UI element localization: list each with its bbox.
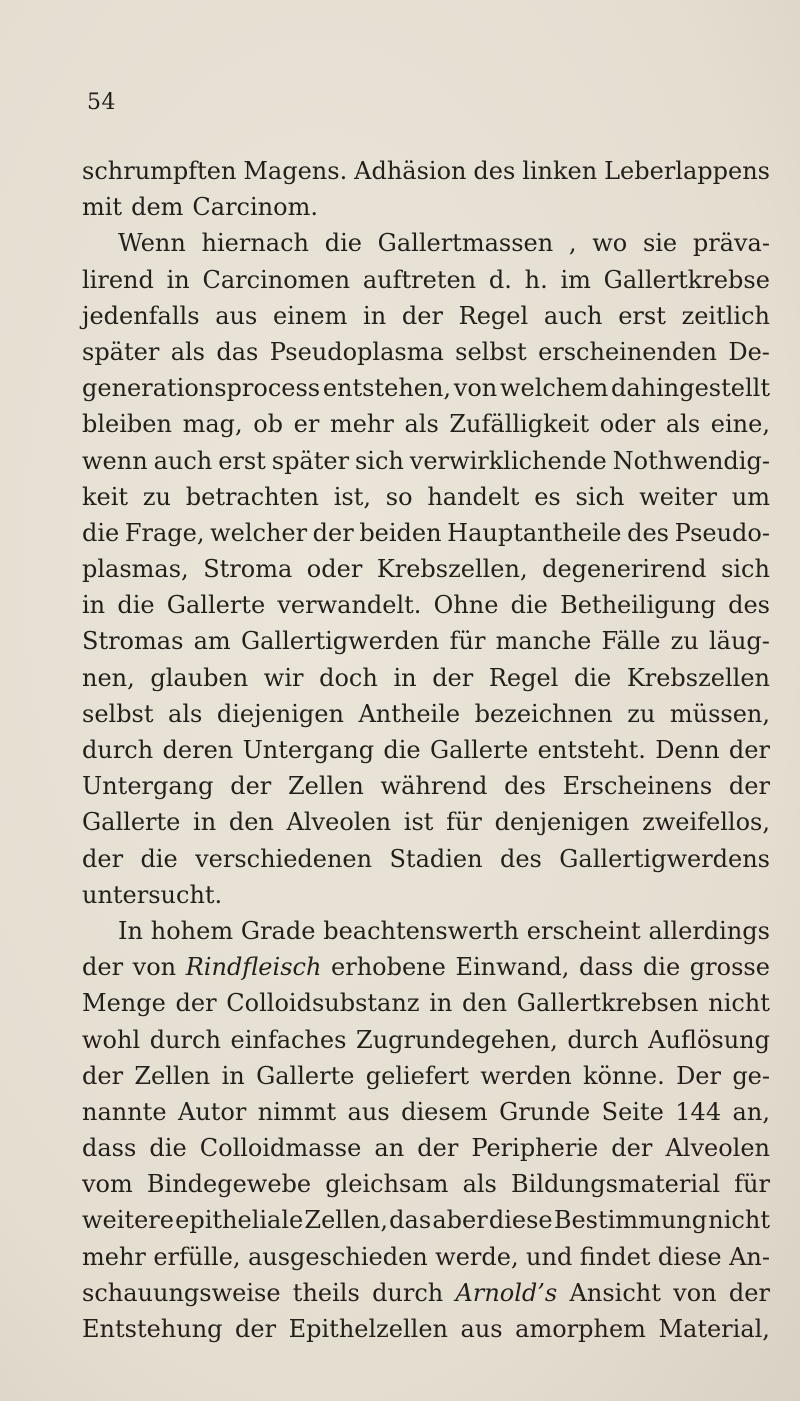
- word: Gallertigwerden: [240, 627, 440, 656]
- word: es: [534, 482, 561, 511]
- word: erst: [218, 446, 266, 475]
- word: Zellen: [134, 1061, 211, 1090]
- word: läug-: [708, 627, 770, 656]
- word: Zellen: [287, 772, 364, 801]
- word: nimmt: [257, 1097, 337, 1126]
- text-line: [82, 443, 770, 479]
- word: Einwand,: [455, 953, 570, 982]
- word: sich: [575, 482, 625, 511]
- word: An-: [729, 1242, 770, 1271]
- word: der: [728, 736, 770, 764]
- word: Gallertmassen: [377, 229, 554, 258]
- word: mehr: [82, 1242, 146, 1271]
- word: Gallerte: [256, 1061, 355, 1090]
- word: mag,: [182, 410, 243, 439]
- word: die: [510, 591, 548, 620]
- page-number: 54: [87, 90, 116, 115]
- text-line: [82, 1311, 770, 1347]
- word: die: [140, 844, 178, 873]
- word: entsteht.: [537, 736, 646, 764]
- italic-name: Arnold’s: [455, 1278, 558, 1307]
- word: Pseudo-: [674, 518, 770, 547]
- word: Zellen,: [304, 1206, 388, 1235]
- word: Material,: [658, 1315, 770, 1343]
- word: erscheint: [526, 916, 641, 945]
- word: nannte: [82, 1097, 167, 1126]
- word: welchem: [499, 374, 609, 403]
- text-line: [82, 189, 770, 225]
- word: Grunde: [499, 1097, 591, 1126]
- text-line: [82, 1094, 770, 1130]
- word: wohl: [82, 1025, 141, 1054]
- word: ge-: [732, 1061, 770, 1090]
- word: zweifellos,: [642, 808, 770, 837]
- word: zu: [142, 482, 171, 511]
- word: an,: [732, 1097, 770, 1126]
- word: dass: [579, 953, 634, 982]
- word: keit: [82, 482, 129, 511]
- word: denjenigen: [494, 808, 630, 837]
- word: auch: [153, 446, 213, 475]
- word: Bindegewebe: [146, 1170, 312, 1199]
- word: als: [168, 699, 203, 728]
- word: einem: [273, 301, 348, 330]
- word: durch: [149, 1025, 221, 1054]
- text-line: [82, 696, 770, 732]
- word: der: [312, 518, 354, 547]
- word: Gallerte: [166, 591, 266, 620]
- word: beiden: [359, 518, 442, 547]
- word: ob: [253, 410, 284, 439]
- text-line: [82, 587, 770, 623]
- word: Der: [676, 1061, 721, 1090]
- word: zu: [670, 627, 699, 656]
- word: einfaches: [230, 1025, 347, 1054]
- word: des: [504, 772, 546, 801]
- text-line: [82, 370, 770, 406]
- word: im: [560, 265, 591, 294]
- word: grosse: [689, 953, 770, 982]
- text-line: [82, 841, 770, 877]
- word: deren: [162, 736, 234, 764]
- word: Gallertkrebse: [603, 265, 770, 294]
- word: diesem: [401, 1097, 488, 1126]
- word: dass: [82, 1134, 137, 1163]
- word: ist,: [333, 482, 371, 511]
- word: Autor: [177, 1097, 247, 1126]
- word: nicht: [708, 989, 770, 1018]
- word: schauungsweise: [82, 1278, 281, 1307]
- word: der: [432, 663, 474, 692]
- word: gleichsam: [325, 1170, 449, 1199]
- text-line: [82, 1202, 770, 1238]
- word: durch: [372, 1278, 444, 1307]
- word: degenerirend: [542, 555, 707, 584]
- word: des: [473, 157, 516, 185]
- text-line: [82, 1275, 770, 1311]
- word: bleiben: [82, 410, 172, 439]
- word: mit: [82, 193, 123, 222]
- word: die: [642, 953, 681, 982]
- word: glauben: [150, 663, 249, 692]
- word: sie: [642, 229, 678, 258]
- word: die: [82, 518, 120, 547]
- word: zu: [627, 699, 656, 728]
- word: beachtenswerth: [323, 916, 519, 945]
- word: in: [429, 989, 453, 1018]
- text-line: [82, 804, 770, 840]
- word: Stromas: [82, 627, 184, 656]
- word: erst: [618, 301, 666, 330]
- word: Grade: [240, 916, 316, 945]
- text-line: [82, 913, 770, 949]
- word: Gallerte: [429, 736, 529, 764]
- word: entstehen,: [322, 374, 452, 403]
- text-line: [82, 732, 770, 768]
- word: von: [673, 1278, 717, 1307]
- word: diese: [657, 1242, 722, 1271]
- word: aber: [432, 1206, 488, 1235]
- word: Regel: [488, 663, 559, 692]
- word: ausgeschieden: [247, 1242, 428, 1271]
- word: als: [170, 337, 205, 366]
- word: die: [573, 663, 612, 692]
- word: diese: [488, 1206, 553, 1235]
- text-line: [82, 153, 770, 189]
- word: der: [175, 989, 217, 1018]
- word: Hauptantheile: [447, 518, 622, 547]
- word: erhobene: [331, 953, 446, 982]
- text-line: [82, 551, 770, 587]
- word: die: [383, 736, 421, 764]
- word: in: [166, 265, 190, 294]
- word: am: [193, 627, 231, 656]
- text-line: [82, 262, 770, 298]
- word: Denn: [655, 736, 720, 764]
- word: 144: [675, 1097, 722, 1126]
- word: und: [526, 1242, 573, 1271]
- word: während: [380, 772, 488, 801]
- word: als: [462, 1170, 497, 1199]
- word: verwirklichende: [409, 446, 607, 475]
- word: Zugrundegehen,: [356, 1025, 558, 1054]
- text-line: [82, 768, 770, 804]
- text-line: [82, 225, 770, 261]
- word: die: [324, 229, 362, 258]
- word: Colloidmasse: [199, 1134, 362, 1163]
- word: oder: [599, 410, 656, 439]
- word: verschiedenen: [195, 844, 373, 873]
- word: Ohne: [433, 591, 499, 620]
- word: Epithelzellen: [288, 1315, 449, 1343]
- word: jedenfalls: [82, 301, 200, 330]
- word: wenn: [82, 446, 148, 475]
- text-line: [82, 1022, 770, 1058]
- word: der: [728, 1278, 770, 1307]
- text-line: [82, 660, 770, 696]
- word: oder: [306, 555, 363, 584]
- word: Adhäsion: [354, 157, 467, 185]
- word: der: [611, 1134, 653, 1163]
- word: ist: [403, 808, 434, 837]
- word: als: [665, 410, 701, 439]
- word: der: [235, 1315, 277, 1343]
- text-line: [82, 1058, 770, 1094]
- word: Auflösung: [648, 1025, 770, 1054]
- body-text: [82, 153, 770, 1347]
- word: nen,: [82, 663, 135, 692]
- word: sich: [721, 555, 770, 584]
- word: wo: [592, 229, 628, 258]
- text-line: [82, 1166, 770, 1202]
- word: Krebszellen: [626, 663, 770, 692]
- text-line: [82, 985, 770, 1021]
- word: vom: [82, 1170, 133, 1199]
- word: Wenn: [118, 229, 186, 258]
- word: durch: [82, 736, 154, 764]
- word: Krebszellen,: [376, 555, 528, 584]
- word: der: [728, 772, 770, 801]
- word: Bildungsmaterial: [511, 1170, 720, 1199]
- text-line: [82, 298, 770, 334]
- word: den: [228, 808, 274, 837]
- word: h.: [524, 265, 548, 294]
- word: schrumpften: [82, 157, 237, 185]
- word: an: [374, 1134, 405, 1163]
- word: Peripherie: [471, 1134, 599, 1163]
- word: weitere: [82, 1206, 174, 1235]
- word: aus: [347, 1097, 390, 1126]
- word: plasmas,: [82, 555, 189, 584]
- word: in: [221, 1061, 245, 1090]
- word: Untergang: [242, 736, 375, 764]
- word: werde,: [435, 1242, 519, 1271]
- word: dem: [131, 193, 184, 222]
- word: in: [82, 591, 106, 620]
- word: das: [389, 1206, 432, 1235]
- word: findet: [579, 1242, 651, 1271]
- word: der: [82, 844, 124, 873]
- word: Gallerte: [82, 808, 181, 837]
- word: doch: [319, 663, 378, 692]
- word: in: [193, 808, 217, 837]
- word: Fälle: [601, 627, 661, 656]
- word: verwandelt.: [277, 591, 422, 620]
- word: die: [117, 591, 155, 620]
- word: Leberlappens: [604, 157, 770, 185]
- word: präva-: [692, 229, 770, 258]
- word: so: [385, 482, 413, 511]
- word: eine,: [710, 410, 770, 439]
- word: Pseudoplasma: [269, 337, 444, 366]
- word: Alveolen: [665, 1134, 770, 1163]
- word: theils: [292, 1278, 360, 1307]
- word: d.: [488, 265, 512, 294]
- text-line: [82, 877, 770, 913]
- word: Nothwendig-: [612, 446, 770, 475]
- word: um: [731, 482, 770, 511]
- word: er: [293, 410, 320, 439]
- word: erfülle,: [153, 1242, 241, 1271]
- word: Ansicht: [569, 1278, 661, 1307]
- word: handelt: [427, 482, 520, 511]
- word: ,: [568, 229, 577, 258]
- word: betrachten: [185, 482, 319, 511]
- word: Stroma: [203, 555, 293, 584]
- word: amorphem: [515, 1315, 646, 1343]
- word: diejenigen: [216, 699, 344, 728]
- word: selbst: [82, 699, 154, 728]
- word: Erscheinens: [562, 772, 713, 801]
- word: Carcinom.: [192, 193, 318, 222]
- word: Magens.: [243, 157, 348, 185]
- word: untersucht.: [82, 880, 223, 909]
- word: epitheliale: [175, 1206, 304, 1235]
- word: des: [499, 844, 542, 873]
- word: der: [230, 772, 272, 801]
- word: lirend: [82, 265, 154, 294]
- word: später: [82, 337, 160, 366]
- word: Carcinomen: [202, 265, 351, 294]
- word: aus: [215, 301, 258, 330]
- word: könne.: [582, 1061, 665, 1090]
- word: Regel: [458, 301, 529, 330]
- word: Stadien: [389, 844, 483, 873]
- word: der: [417, 1134, 459, 1163]
- text-line: [82, 1239, 770, 1275]
- text-line: [82, 479, 770, 515]
- word: mehr: [329, 410, 394, 439]
- word: durch: [567, 1025, 639, 1054]
- word: des: [728, 591, 770, 620]
- word: nicht: [708, 1206, 770, 1235]
- word: De-: [728, 337, 770, 366]
- word: auch: [543, 301, 603, 330]
- word: erscheinenden: [538, 337, 717, 366]
- word: des: [627, 518, 669, 547]
- word: als: [404, 410, 439, 439]
- word: für: [734, 1170, 770, 1199]
- word: der: [401, 301, 443, 330]
- word: Menge: [82, 989, 166, 1018]
- word: weiter: [639, 482, 717, 511]
- word: hohem: [150, 916, 234, 945]
- text-line: [82, 515, 770, 551]
- word: zeitlich: [681, 301, 770, 330]
- text-line: [82, 334, 770, 370]
- word: geliefert: [365, 1061, 470, 1090]
- word: bezeichnen: [474, 699, 613, 728]
- word: Bestimmung: [553, 1206, 708, 1235]
- word: Gallertkrebsen: [516, 989, 699, 1018]
- word: welcher: [210, 518, 308, 547]
- word: manche: [495, 627, 592, 656]
- text-line: [82, 406, 770, 442]
- word: Seite: [601, 1097, 664, 1126]
- word: Entstehung: [82, 1315, 223, 1343]
- word: der: [82, 953, 124, 982]
- word: Alveolen: [286, 808, 392, 837]
- word: generationsprocess: [82, 374, 321, 403]
- word: dahingestellt: [610, 374, 770, 403]
- word: Betheiligung: [560, 591, 716, 620]
- word: später: [271, 446, 350, 475]
- word: für: [449, 627, 486, 656]
- word: Antheile: [358, 699, 461, 728]
- word: den: [462, 989, 508, 1018]
- word: das: [216, 337, 259, 366]
- word: selbst: [455, 337, 527, 366]
- word: der: [82, 1061, 124, 1090]
- word: Frage,: [124, 518, 205, 547]
- word: Untergang: [82, 772, 214, 801]
- word: in: [393, 663, 417, 692]
- word: In: [118, 916, 143, 945]
- word: allerdings: [648, 916, 770, 945]
- text-line: [82, 623, 770, 659]
- italic-name: Rindfleisch: [185, 953, 322, 982]
- word: linken: [522, 157, 598, 185]
- word: Zufälligkeit: [449, 410, 590, 439]
- word: wir: [263, 663, 304, 692]
- word: Gallertigwerdens: [559, 844, 770, 873]
- word: Colloidsubstanz: [226, 989, 420, 1018]
- word: müssen,: [669, 699, 770, 728]
- word: die: [149, 1134, 187, 1163]
- text-line: [82, 949, 770, 985]
- word: von: [132, 953, 177, 982]
- word: von: [453, 374, 498, 403]
- word: werden: [480, 1061, 572, 1090]
- word: hiernach: [201, 229, 310, 258]
- word: aus: [460, 1315, 503, 1343]
- word: für: [446, 808, 482, 837]
- word: auftreten: [362, 265, 477, 294]
- word: sich: [354, 446, 404, 475]
- word: in: [363, 301, 387, 330]
- text-line: [82, 1130, 770, 1166]
